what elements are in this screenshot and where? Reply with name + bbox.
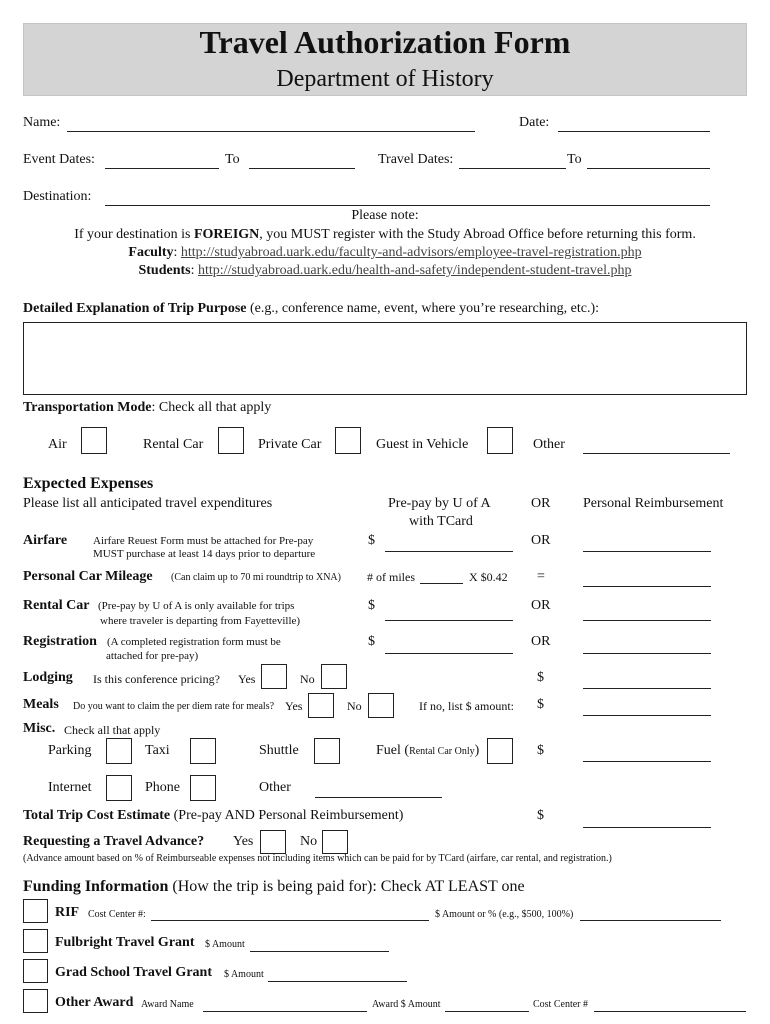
- private-car-checkbox[interactable]: [335, 427, 361, 454]
- air-label: Air: [48, 437, 67, 452]
- advance-note: (Advance amount based on % of Reimburseable expenses not including items which can be paid for by TCard (airfare, car rental, and registration.): [23, 853, 612, 864]
- miles-field[interactable]: [420, 583, 463, 584]
- expenses-heading: Expected Expenses: [23, 475, 154, 492]
- award-amount-label: Award $ Amount: [372, 999, 441, 1010]
- grad-school-amount-field[interactable]: [268, 981, 407, 982]
- airfare-dollar: $: [368, 533, 375, 548]
- advance-label: Requesting a Travel Advance?: [23, 834, 205, 849]
- travel-dates-label: Travel Dates:: [378, 152, 454, 167]
- purpose-label: [23, 301, 599, 317]
- prepay-col-header-2: with TCard: [409, 514, 473, 529]
- fuel-label: [376, 743, 479, 759]
- rif-cost-center-label: Cost Center #:: [88, 909, 146, 920]
- fuel-suffix: ): [474, 743, 480, 758]
- advance-no-checkbox[interactable]: [322, 830, 348, 854]
- other-transport-label: Other: [533, 437, 565, 452]
- advance-no-label: No: [300, 834, 318, 849]
- rif-cost-center-field[interactable]: [151, 920, 429, 921]
- misc-other-field[interactable]: [315, 797, 442, 798]
- rental-row-label: [23, 598, 90, 614]
- award-name-label: Award Name: [141, 999, 194, 1010]
- rental-personal-field[interactable]: [583, 620, 711, 621]
- or-col-header: OR: [531, 496, 551, 511]
- rental-car-checkbox[interactable]: [218, 427, 244, 454]
- rental-label: Rental Car: [23, 598, 90, 613]
- air-checkbox[interactable]: [81, 427, 107, 454]
- grad-school-label: Grad School Travel Grant: [55, 965, 212, 980]
- total-label-rest: (Pre-pay AND Personal Reimbursement): [170, 808, 404, 823]
- meals-label: Meals: [23, 697, 59, 712]
- misc-personal-field[interactable]: [583, 761, 711, 762]
- miles-label: # of miles: [367, 570, 415, 584]
- travel-start-field[interactable]: [459, 168, 566, 169]
- guest-vehicle-label: Guest in Vehicle: [376, 437, 469, 452]
- funding-heading-bold: Funding Information: [23, 878, 169, 895]
- date-field[interactable]: [558, 131, 710, 132]
- other-award-label: Other Award: [55, 995, 134, 1010]
- destination-label: Destination:: [23, 189, 92, 204]
- destination-field[interactable]: [105, 205, 710, 206]
- rental-car-label: Rental Car: [143, 437, 204, 452]
- award-name-field[interactable]: [203, 1011, 367, 1012]
- colon: :: [190, 263, 199, 278]
- fuel-checkbox[interactable]: [487, 738, 513, 764]
- personal-col-header: Personal Reimbursement: [583, 496, 724, 511]
- travel-end-field[interactable]: [587, 168, 710, 169]
- event-dates-label: Event Dates:: [23, 152, 95, 167]
- meals-if-no-label: If no, list $ amount:: [419, 699, 514, 713]
- total-label: [23, 808, 403, 824]
- mileage-label: Personal Car Mileage: [23, 569, 153, 584]
- internet-checkbox[interactable]: [106, 775, 132, 801]
- airfare-note-1: Airfare Reuest Form must be attached for Pre-pay: [93, 535, 314, 547]
- form-title: Travel Authorization Form: [199, 24, 571, 60]
- rental-note-2: where traveler is departing from Fayetteville): [100, 615, 301, 627]
- meals-no-checkbox[interactable]: [368, 693, 394, 718]
- mileage-note: (Can claim up to 70 mi roundtrip to XNA): [171, 572, 341, 583]
- purpose-textarea[interactable]: [23, 322, 747, 395]
- mileage-equals: =: [537, 569, 545, 584]
- expenses-instruction: Please list all anticipated travel expenditures: [23, 496, 273, 511]
- transport-label-bold: Transportation Mode: [23, 400, 152, 415]
- transport-label: [23, 400, 271, 416]
- meals-yes-label: Yes: [285, 699, 303, 713]
- form-header: [23, 23, 747, 96]
- form-subtitle: Department of History: [276, 66, 494, 92]
- rif-checkbox[interactable]: [23, 899, 48, 923]
- registration-personal-field[interactable]: [583, 653, 711, 654]
- registration-or: OR: [531, 634, 551, 649]
- prepay-col-header-1: Pre-pay by U of A: [388, 496, 491, 511]
- faculty-link[interactable]: http://studyabroad.uark.edu/faculty-and-advisors/employee-travel-registration.php: [180, 245, 642, 260]
- name-field[interactable]: [67, 131, 475, 132]
- fulbright-amount-label: $ Amount: [205, 939, 245, 950]
- purpose-label-bold: Detailed Explanation of Trip Purpose: [23, 301, 247, 316]
- lodging-yes-checkbox[interactable]: [261, 664, 287, 689]
- airfare-note-2: MUST purchase at least 14 days prior to departure: [93, 548, 316, 560]
- fuel-note: Rental Car Only: [409, 746, 475, 757]
- registration-note-2: attached for pre-pay): [106, 650, 199, 662]
- airfare-label: Airfare: [23, 533, 68, 548]
- taxi-checkbox[interactable]: [190, 738, 216, 764]
- meals-no-label: No: [347, 699, 362, 713]
- note-emphasis: FOREIGN: [193, 227, 260, 242]
- private-car-label: Private Car: [258, 437, 322, 452]
- event-end-field[interactable]: [249, 168, 355, 169]
- name-label: Name:: [23, 115, 61, 130]
- lodging-question: Is this conference pricing?: [93, 672, 220, 686]
- fuel-prefix: Fuel (: [376, 743, 410, 758]
- rental-dollar: $: [368, 598, 375, 613]
- meals-yes-checkbox[interactable]: [308, 693, 334, 718]
- total-field[interactable]: [583, 827, 711, 828]
- event-start-field[interactable]: [105, 168, 219, 169]
- note-foreign-line: [23, 227, 747, 243]
- miles-rate: X $0.42: [469, 570, 508, 584]
- travel-to-label: To: [567, 152, 582, 167]
- grad-school-checkbox[interactable]: [23, 959, 48, 983]
- total-label-bold: Total Trip Cost Estimate: [23, 808, 171, 823]
- mileage-personal-field[interactable]: [583, 586, 711, 587]
- note-heading: Please note:: [351, 208, 419, 223]
- total-dollar: $: [537, 808, 544, 823]
- students-link[interactable]: http://studyabroad.uark.edu/health-and-safety/independent-student-travel.php: [198, 263, 632, 278]
- funding-heading: [23, 878, 525, 896]
- meals-personal-field[interactable]: [583, 715, 711, 716]
- rental-prepay-field[interactable]: [385, 620, 513, 621]
- grad-school-amount-label: $ Amount: [224, 969, 264, 980]
- event-to-label: To: [225, 152, 240, 167]
- rental-or: OR: [531, 598, 551, 613]
- airfare-or: OR: [531, 533, 551, 548]
- taxi-label: Taxi: [145, 743, 170, 758]
- other-transport-field[interactable]: [583, 453, 730, 454]
- guest-vehicle-checkbox[interactable]: [487, 427, 513, 454]
- misc-note: Check all that apply: [64, 723, 161, 737]
- lodging-dollar: $: [537, 670, 544, 685]
- note-text: , you MUST register with the Study Abroad Office before returning this form.: [259, 227, 696, 242]
- note-faculty-line: [23, 245, 747, 261]
- transport-label-rest: : Check all that apply: [151, 400, 272, 415]
- students-label: Students: [138, 263, 191, 278]
- shuttle-checkbox[interactable]: [314, 738, 340, 764]
- fulbright-label: Fulbright Travel Grant: [55, 935, 195, 950]
- award-cost-center-field[interactable]: [594, 1011, 746, 1012]
- parking-label: Parking: [48, 743, 92, 758]
- shuttle-label: Shuttle: [259, 743, 299, 758]
- date-label: Date:: [519, 115, 550, 130]
- award-cost-center-label: Cost Center #: [533, 999, 588, 1010]
- registration-prepay-field[interactable]: [385, 653, 513, 654]
- note-students-line: [23, 263, 747, 279]
- registration-note-1: (A completed registration form must be: [107, 636, 281, 648]
- purpose-label-rest: (e.g., conference name, event, where you’re researching, etc.):: [246, 301, 600, 316]
- meals-question: Do you want to claim the per diem rate for meals?: [73, 701, 275, 712]
- rental-note-1: (Pre-pay by U of A is only available for trips: [98, 600, 295, 612]
- other-award-checkbox[interactable]: [23, 989, 48, 1013]
- airfare-personal-field[interactable]: [583, 551, 711, 552]
- funding-heading-rest: (How the trip is being paid for): Check AT LEAST one: [168, 878, 525, 895]
- faculty-label: Faculty: [128, 245, 174, 260]
- lodging-no-checkbox[interactable]: [321, 664, 347, 689]
- fulbright-checkbox[interactable]: [23, 929, 48, 953]
- phone-label: Phone: [145, 780, 180, 795]
- internet-label: Internet: [48, 780, 92, 795]
- misc-dollar: $: [537, 743, 544, 758]
- misc-label: Misc.: [23, 721, 56, 736]
- award-amount-field[interactable]: [445, 1011, 529, 1012]
- lodging-label: Lodging: [23, 670, 73, 685]
- rif-amount-field[interactable]: [580, 920, 721, 921]
- advance-yes-checkbox[interactable]: [260, 830, 286, 854]
- lodging-personal-field[interactable]: [583, 688, 711, 689]
- note-text: If your destination is: [74, 227, 194, 242]
- registration-dollar: $: [368, 634, 375, 649]
- meals-dollar: $: [537, 697, 544, 712]
- rif-amount-label: $ Amount or % (e.g., $500, 100%): [435, 909, 574, 920]
- rif-label: RIF: [55, 905, 80, 920]
- airfare-prepay-field[interactable]: [385, 551, 513, 552]
- lodging-no-label: No: [300, 672, 315, 686]
- registration-label: Registration: [23, 634, 97, 649]
- lodging-yes-label: Yes: [238, 672, 256, 686]
- phone-checkbox[interactable]: [190, 775, 216, 801]
- fulbright-amount-field[interactable]: [250, 951, 389, 952]
- parking-checkbox[interactable]: [106, 738, 132, 764]
- colon: :: [173, 245, 181, 260]
- advance-yes-label: Yes: [233, 834, 254, 849]
- misc-other-label: Other: [259, 780, 291, 795]
